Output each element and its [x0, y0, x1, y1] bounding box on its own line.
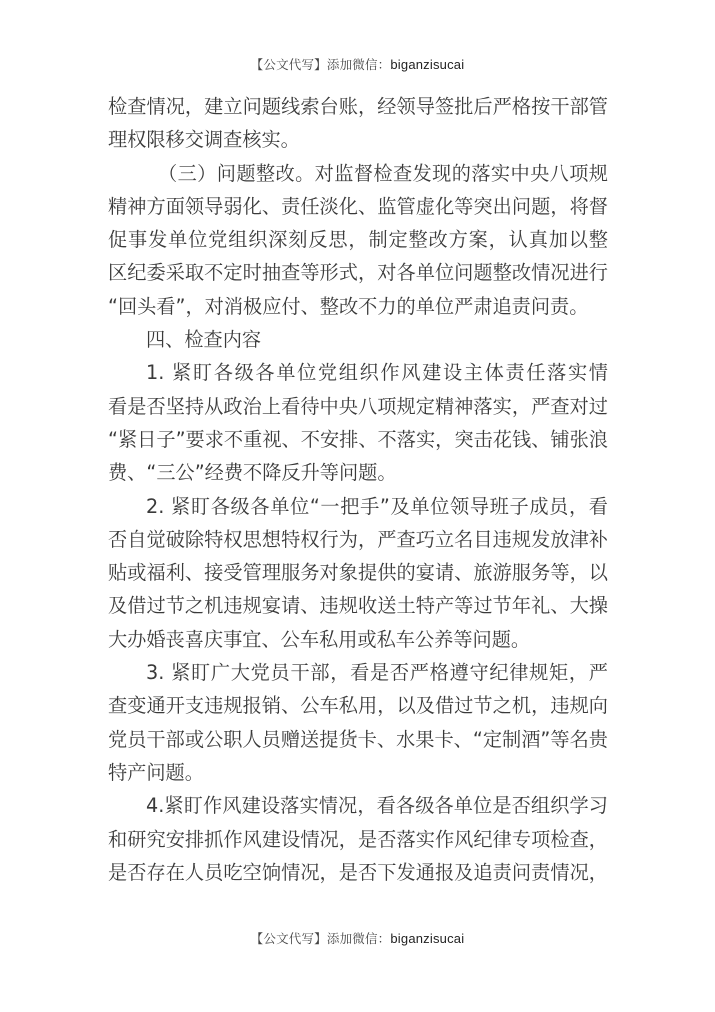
text-line: 及借过节之机违规宴请、违规收送土特产等过节年礼、大操 — [108, 594, 608, 618]
text-line: 1. 紧盯各级各单位党组织作风建设主体责任落实情 — [146, 361, 608, 385]
watermark-account: biganzisucai — [390, 57, 465, 72]
text-line: 2. 紧盯各级各单位“一把手”及单位领导班子成员，看 — [146, 494, 608, 518]
text-line: 检查情况，建立问题线索台账，经领导签批后严格按干部管 — [108, 95, 608, 118]
text-line: 理权限移交调查核实。 — [108, 128, 300, 152]
text-line: “紧日子”要求不重视、不安排、不落实，突击花钱、铺张浪 — [108, 427, 608, 451]
text-line: 和研究安排抓作风建设情况，是否落实作风纪律专项检查， — [108, 827, 608, 851]
text-line: 费、“三公”经费不降反升等问题。 — [108, 461, 397, 485]
text-line: 大办婚丧喜庆事宜、公车私用或私车公养等问题。 — [108, 627, 531, 651]
text-line: 3. 紧盯广大党员干部，看是否严格遵守纪律规矩，严 — [146, 661, 608, 685]
text-line: 贴或福利、接受管理服务对象提供的宴请、旅游服务等，以 — [108, 561, 608, 585]
text-line: 是否存在人员吃空饷情况，是否下发通报及追责问责情况， — [108, 860, 608, 884]
text-line: 特产问题。 — [108, 760, 204, 784]
text-line: 查变通开支违规报销、公车私用，以及借过节之机，违规向 — [108, 694, 608, 718]
footer-watermark — [0, 929, 715, 947]
text-line: 精神方面领导弱化、责任淡化、监管虚化等突出问题，将督 — [108, 194, 608, 218]
text-line: 党员干部或公职人员赠送提货卡、水果卡、“定制酒”等名贵 — [108, 727, 608, 751]
watermark-prefix: 【公文代写】添加微信： — [250, 931, 391, 946]
watermark-prefix: 【公文代写】添加微信： — [250, 57, 391, 72]
text-line: 促事发单位党组织深刻反思，制定整改方案，认真加以整 — [108, 228, 608, 252]
text-line: 看是否坚持从政治上看待中央八项规定精神落实，严查对过 — [108, 394, 608, 418]
text-line: “回头看”，对消极应付、整改不力的单位严肃追责问责。 — [108, 294, 589, 318]
text-line: 区纪委采取不定时抽查等形式，对各单位问题整改情况进行 — [108, 261, 608, 285]
text-line: 4.紧盯作风建设落实情况，看各级各单位是否组织学习 — [146, 794, 608, 818]
document-body — [108, 90, 608, 889]
header-watermark — [0, 55, 715, 73]
watermark-account: biganzisucai — [390, 931, 465, 946]
text-line: （三）问题整改。对监督检查发现的落实中央八项规 — [158, 161, 608, 185]
text-line: 否自觉破除特权思想特权行为，严查巧立名目违规发放津补 — [108, 527, 608, 551]
section-heading: 四、检查内容 — [146, 328, 262, 352]
